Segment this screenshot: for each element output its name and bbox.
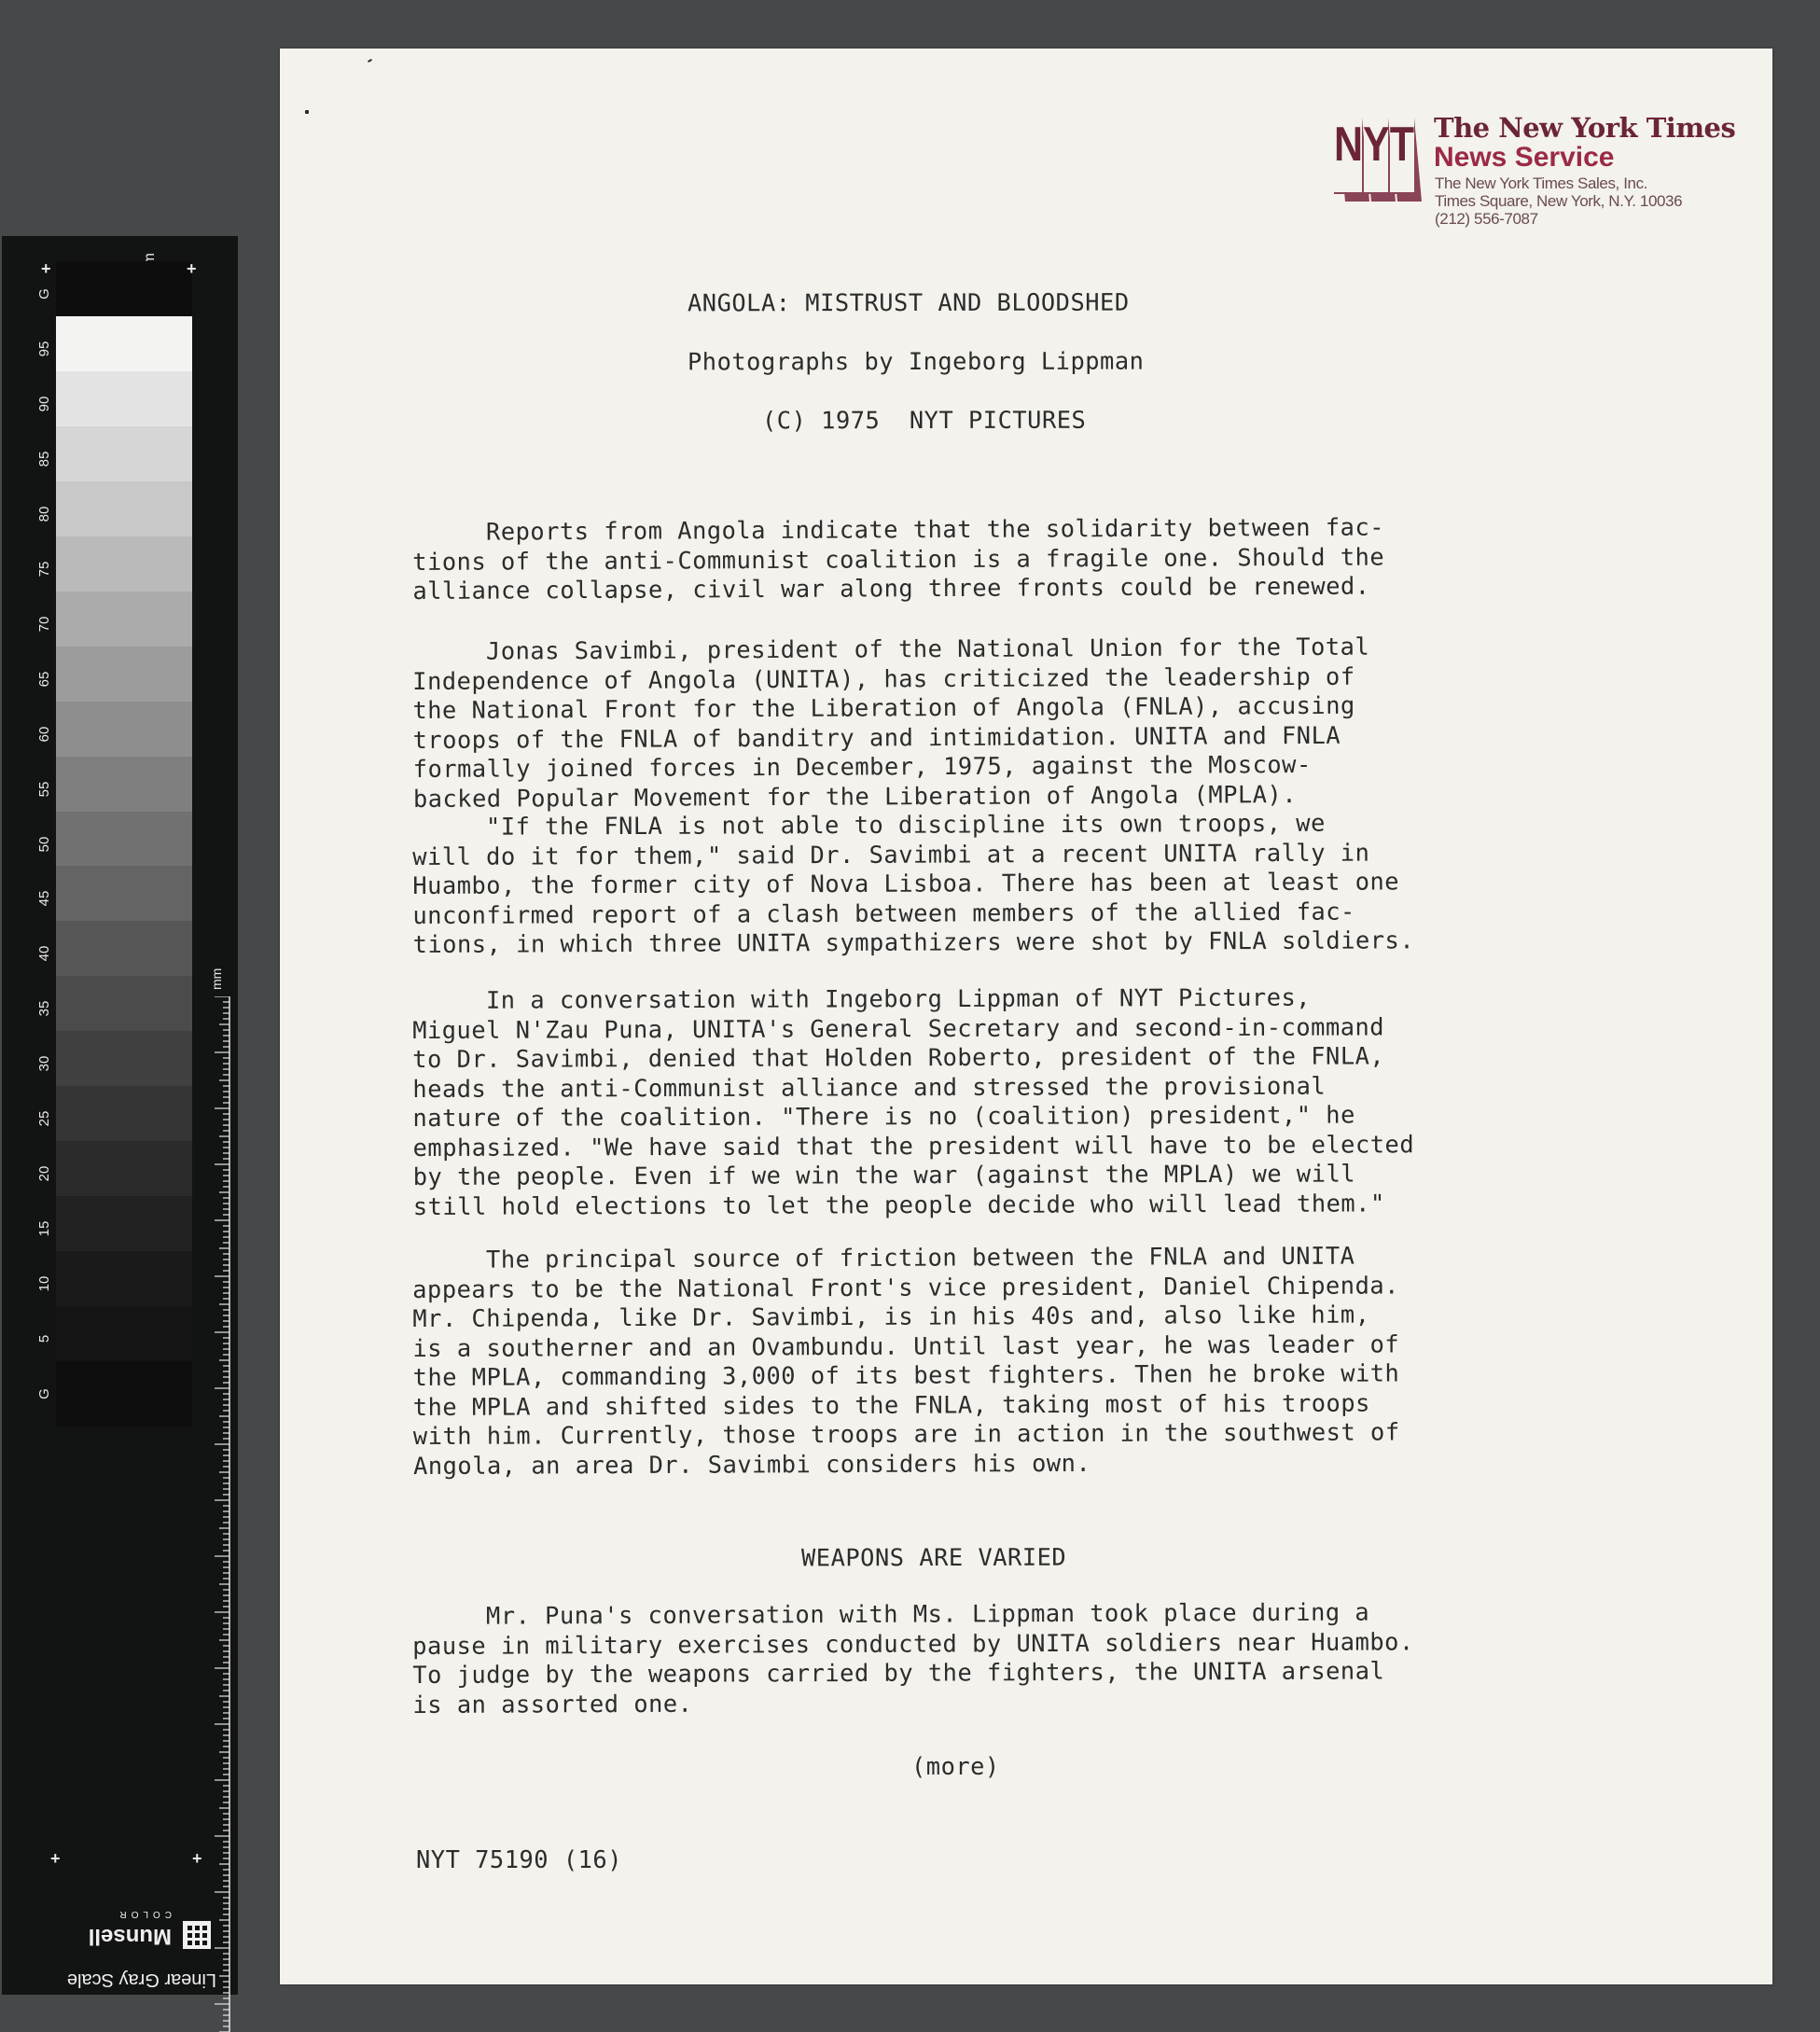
typed-line: Angola, an area Dr. Savimbi considers his own. (412, 1448, 1091, 1480)
typed-line: by the people. Even if we win the war (against the MPLA) we will (412, 1159, 1356, 1190)
gray-scale-label: 80 (36, 506, 52, 522)
typed-line: is a southerner and an Ovambundu. Until last year, he was leader of (412, 1329, 1400, 1362)
address-line: Times Square, New York, N.Y. 10036 (1435, 192, 1683, 210)
gray-scale-label: 15 (36, 1220, 52, 1237)
gray-scale-label: 45 (36, 891, 52, 907)
gray-scale-label: 90 (36, 396, 52, 412)
scale-title: Linear Gray Scale (66, 1969, 216, 1990)
copyright-line: (C) 1975 NYT PICTURES (761, 405, 1087, 435)
gray-scale-label: 70 (36, 616, 52, 633)
nyt-logo-letters: NYT (1334, 118, 1415, 172)
paper-speck (368, 59, 372, 63)
typed-line: Independence of Angola (UNITA), has criticized the leadership of (412, 661, 1355, 695)
typed-line: unconfirmed report of a clash between members of the allied fac- (412, 897, 1355, 929)
typed-line: To judge by the weapons carried by the fighters, the UNITA arsenal (412, 1656, 1385, 1689)
gray-scale-label: 30 (36, 1055, 52, 1072)
typed-line: Jonas Savimbi, president of the National Union for the Total (412, 632, 1370, 665)
subhead: WEAPONS ARE VARIED (800, 1542, 1067, 1572)
address-line: (212) 556-7087 (1435, 210, 1538, 228)
gray-scale-label: 35 (36, 1001, 52, 1017)
gray-scale-card (2, 236, 238, 1995)
registration-mark: + (187, 259, 197, 278)
gray-scale-label: G (36, 288, 52, 299)
typed-line: is an assorted one. (412, 1689, 693, 1719)
typed-line: alliance collapse, civil war along three fronts could be renewed. (412, 571, 1370, 605)
typed-line: with him. Currently, those troops are in action in the southwest of (412, 1417, 1400, 1450)
file-code: NYT 75190 (16) (416, 1845, 623, 1873)
typed-line: the MPLA and shifted sides to the FNLA, taking most of his troops (412, 1388, 1370, 1421)
nyt-logo-icon (1334, 112, 1427, 205)
registration-mark: + (192, 1849, 202, 1868)
typed-line: Mr. Puna's conversation with Ms. Lippman took place during a (412, 1597, 1370, 1630)
article-paragraph (412, 633, 1370, 814)
gray-scale-label: 5 (36, 1334, 52, 1343)
typed-line: will do it for them," said Dr. Savimbi at a recent UNITA rally in (412, 838, 1370, 870)
typed-line: Miguel N'Zau Puna, UNITA's General Secretary and second-in-command (412, 1011, 1385, 1044)
typed-line: the National Front for the Liberation of Angola (FNLA), accusing (412, 690, 1355, 724)
typed-line: formally joined forces in December, 1975, against the Moscow- (412, 749, 1312, 783)
typed-line: heads the anti-Communist alliance and stressed the provisional (412, 1071, 1327, 1103)
article-paragraph (412, 982, 1414, 1221)
registration-mark: + (50, 1849, 61, 1868)
gray-scale-label: 95 (36, 341, 52, 357)
typed-line: emphasized. "We have said that the president will have to be elected (412, 1129, 1415, 1162)
address-line: The New York Times Sales, Inc. (1435, 174, 1647, 192)
gray-swatch (56, 1361, 192, 1427)
headline: ANGOLA: MISTRUST AND BLOODSHED (687, 287, 1130, 317)
news-service-label: News Service (1434, 142, 1615, 173)
continuation-marker: (more) (911, 1752, 1000, 1780)
gray-scale-label: 85 (36, 451, 52, 467)
paper-speck (305, 110, 309, 114)
article-paragraph (412, 513, 1384, 606)
typed-document-page (280, 49, 1772, 1984)
gray-scale-label: G (36, 1388, 52, 1399)
article-paragraph (412, 808, 1414, 959)
mm-ruler (213, 996, 231, 2032)
gray-scale-label: 60 (36, 726, 52, 742)
gray-scale-label: 40 (36, 946, 52, 962)
brand-sub: COLOR (115, 1909, 172, 1919)
article-paragraph (412, 1241, 1400, 1481)
typed-line: Mr. Chipenda, like Dr. Savimbi, is in his 40s and, also like him, (412, 1300, 1370, 1332)
gray-scale-label: 65 (36, 671, 52, 687)
gray-scale-label: 10 (36, 1275, 52, 1292)
brand-name: Munsell (88, 1924, 172, 1949)
gray-scale-label: 20 (36, 1165, 52, 1182)
article-paragraph (412, 1597, 1414, 1719)
typed-line: troops of the FNLA of banditry and intimidation. UNITA and FNLA (412, 720, 1341, 754)
typed-line: to Dr. Savimbi, denied that Holden Roberto, president of the FNLA, (412, 1041, 1385, 1073)
newspaper-name: The New York Times (1434, 112, 1736, 144)
typed-line: nature of the coalition. "There is no (coalition) president," he (412, 1100, 1355, 1132)
typed-line: appears to be the National Front's vice president, Daniel Chipenda. (412, 1270, 1399, 1303)
typed-line: tions, in which three UNITA sympathizers were shot by FNLA soldiers. (412, 926, 1415, 958)
typed-line: "If the FNLA is not able to discipline its own troops, we (412, 808, 1326, 841)
typed-line: pause in military exercises conducted by UNITA soldiers near Huambo. (412, 1626, 1414, 1660)
typed-line: still hold elections to let the people decide who will lead them." (412, 1188, 1385, 1220)
typed-line: Reports from Angola indicate that the solidarity between fac- (412, 512, 1385, 546)
gray-scale-label: 25 (36, 1110, 52, 1127)
typed-line: tions of the anti-Communist coalition is a fragile one. Should the (412, 542, 1385, 576)
typed-line: Huambo, the former city of Nova Lisboa. There has been at least one (412, 867, 1400, 899)
byline: Photographs by Ingeborg Lippman (687, 346, 1145, 376)
typed-line: In a conversation with Ingeborg Lippman of NYT Pictures, (412, 982, 1312, 1014)
typed-line: the MPLA, commanding 3,000 of its best fighters. Then he broke with (412, 1358, 1400, 1391)
gray-scale-label: 50 (36, 836, 52, 852)
munsell-label (30, 1878, 216, 1990)
gray-scale-label: 55 (36, 781, 52, 797)
nyt-news-service-masthead (1334, 112, 1744, 243)
gray-scale-label: 75 (36, 561, 52, 578)
ruler-unit: mm (209, 967, 224, 990)
munsell-logo-icon (183, 1921, 211, 1949)
typed-line: The principal source of friction between the FNLA and UNITA (412, 1241, 1355, 1273)
registration-mark: + (41, 259, 51, 278)
typed-line: backed Popular Movement for the Liberation of Angola (MPLA). (412, 779, 1298, 813)
